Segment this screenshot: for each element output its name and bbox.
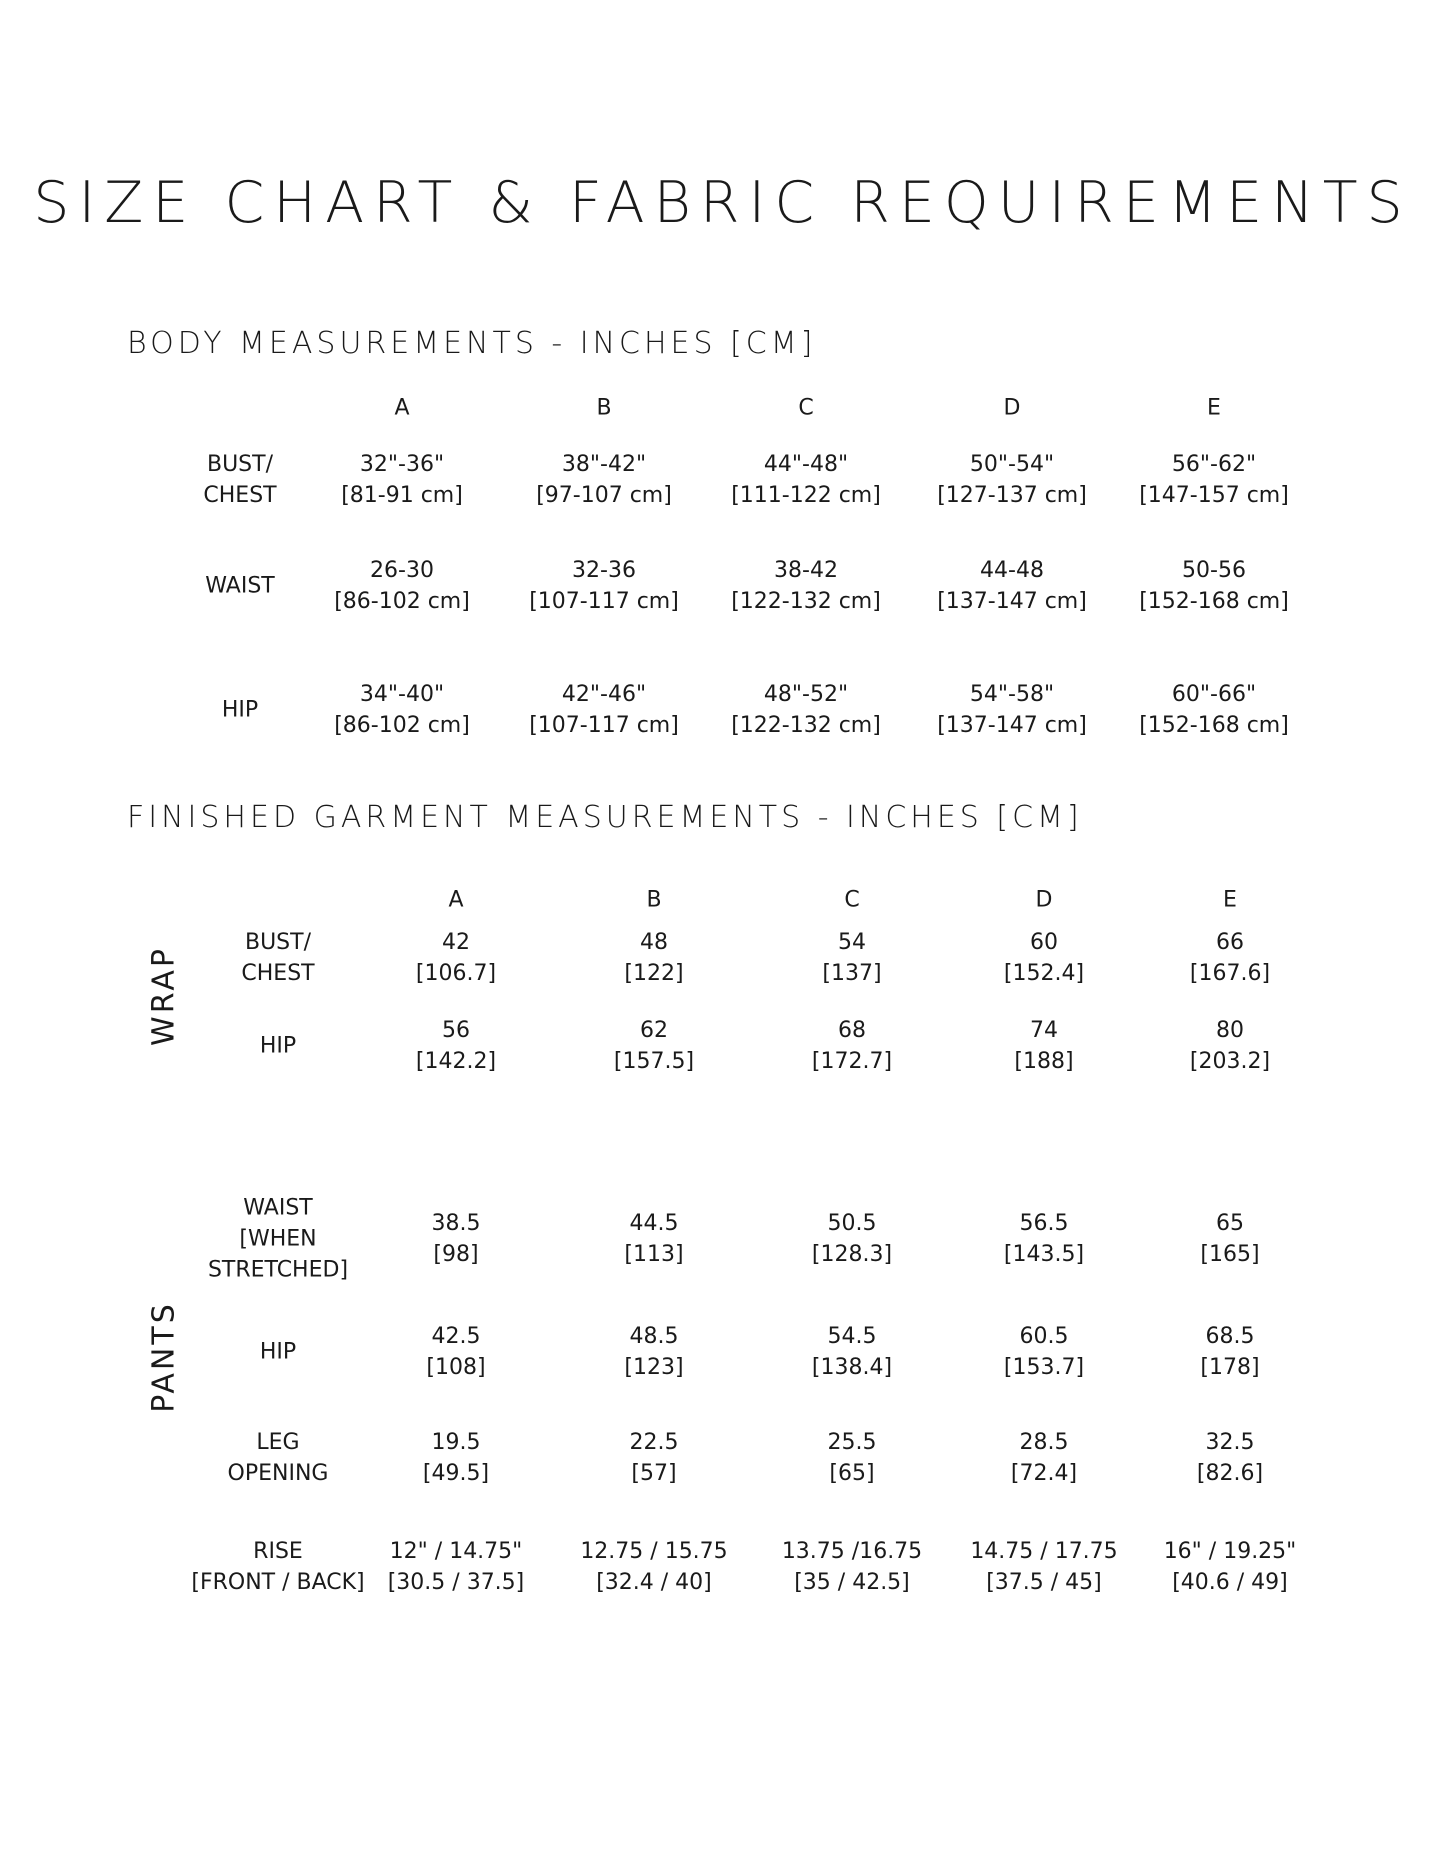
garment-row-label-line: BUST/ — [244, 930, 311, 955]
body-cell-line: [152-168 cm] — [1139, 713, 1289, 738]
garment-cell — [1200, 1208, 1259, 1270]
body-cell-line: 26-30 — [370, 558, 434, 583]
body-cell-line: [147-157 cm] — [1139, 483, 1289, 508]
garment-row-label-line: HIP — [259, 1339, 297, 1365]
garment-cell-line: 42.5 — [431, 1324, 481, 1349]
garment-cell-line: 80 — [1216, 1018, 1244, 1043]
body-cell — [1139, 555, 1289, 617]
body-cell-line: [122-132 cm] — [731, 713, 881, 738]
garment-row-label-line: LEG — [256, 1430, 300, 1455]
garment-cell — [1004, 1321, 1084, 1383]
garment-group-label: PANTS — [146, 1301, 182, 1413]
garment-cell — [1004, 1208, 1084, 1270]
body-cell — [536, 449, 672, 511]
body-cell — [937, 679, 1087, 741]
garment-cell-line: 56 — [442, 1018, 470, 1043]
garment-cell — [426, 1321, 485, 1383]
garment-cell-line: 54 — [837, 930, 866, 955]
body-cell-line: 44-48 — [980, 558, 1044, 583]
garment-cell-line: [165] — [1200, 1242, 1260, 1267]
garment-row-label — [241, 927, 314, 989]
garment-row-label-line: CHEST — [241, 961, 315, 986]
garment-cell-line: [143.5] — [1003, 1242, 1085, 1267]
garment-cell — [812, 1208, 892, 1270]
body-cell-line: [122-132 cm] — [731, 589, 881, 614]
garment-cell-line: 44.5 — [629, 1211, 679, 1236]
garment-cell-line: 28.5 — [1019, 1430, 1069, 1455]
garment-cell — [624, 927, 683, 989]
garment-measurements-heading: FINISHED GARMENT MEASUREMENTS - INCHES [CM] — [127, 800, 1083, 835]
garment-cell-line: 48.5 — [629, 1324, 679, 1349]
garment-cell-line: [188] — [1014, 1049, 1074, 1074]
garment-cell-line: [98] — [433, 1242, 479, 1267]
garment-cell — [624, 1321, 683, 1383]
garment-size-header: B — [646, 887, 662, 913]
garment-cell — [580, 1536, 727, 1598]
garment-row-label — [228, 1427, 329, 1489]
garment-row-label-line: WAIST — [243, 1195, 313, 1221]
garment-cell-line: 12.75 / 15.75 — [580, 1539, 728, 1564]
body-cell-line: 50"-54" — [969, 452, 1055, 477]
garment-row-label — [191, 1536, 364, 1598]
body-cell-line: 42"-46" — [561, 682, 647, 707]
garment-cell — [423, 1427, 489, 1489]
body-cell-line: [127-137 cm] — [937, 483, 1087, 508]
garment-cell-line: [157.5] — [613, 1049, 695, 1074]
garment-cell-line: [153.7] — [1003, 1355, 1085, 1380]
body-cell-line: 44"-48" — [763, 452, 849, 477]
body-cell — [731, 555, 881, 617]
garment-cell-line: [203.2] — [1189, 1049, 1271, 1074]
garment-cell-line: 60.5 — [1019, 1324, 1069, 1349]
garment-cell-line: 13.75 /16.75 — [781, 1539, 923, 1564]
garment-cell-line: 68.5 — [1205, 1324, 1255, 1349]
garment-cell-line: [123] — [624, 1355, 684, 1380]
garment-row-label — [260, 1031, 296, 1062]
garment-row-label-line: RISE — [253, 1539, 303, 1564]
garment-row-label-line: [WHEN — [239, 1226, 317, 1252]
garment-size-header: E — [1223, 887, 1237, 913]
body-cell-line: 48"-52" — [763, 682, 849, 707]
body-measurements-heading: BODY MEASUREMENTS - INCHES [CM] — [127, 326, 817, 361]
garment-cell-line: [152.4] — [1003, 961, 1085, 986]
garment-size-header: A — [448, 887, 464, 913]
garment-cell-line: [138.4] — [811, 1355, 893, 1380]
body-size-header: D — [1003, 395, 1021, 421]
body-cell-line: 32-36 — [572, 558, 636, 583]
body-cell-line: 38-42 — [774, 558, 838, 583]
garment-cell — [1200, 1321, 1259, 1383]
garment-cell-line: 25.5 — [827, 1430, 877, 1455]
garment-cell — [432, 1208, 481, 1270]
garment-cell — [1011, 1427, 1077, 1489]
body-row-label-line: BUST/ — [206, 452, 273, 477]
garment-cell-line: [37.5 / 45] — [986, 1570, 1102, 1595]
garment-size-header: D — [1035, 887, 1053, 913]
body-size-header: A — [394, 395, 410, 421]
body-cell-line: [107-117 cm] — [529, 589, 679, 614]
garment-group-label: WRAP — [146, 946, 182, 1046]
garment-cell-line: [137] — [822, 961, 882, 986]
garment-cell-line: [172.7] — [811, 1049, 893, 1074]
garment-cell — [388, 1536, 525, 1598]
garment-cell — [1014, 1015, 1073, 1077]
body-row-label — [203, 449, 276, 511]
garment-cell — [416, 927, 496, 989]
body-cell — [1139, 679, 1289, 741]
body-cell — [529, 679, 679, 741]
garment-cell-line: 62 — [640, 1018, 668, 1043]
garment-cell-line: 42 — [442, 930, 470, 955]
garment-cell-line: [167.6] — [1189, 961, 1271, 986]
garment-row-label-line: STRETCHED] — [207, 1257, 349, 1283]
garment-cell-line: [128.3] — [811, 1242, 893, 1267]
body-cell — [529, 555, 679, 617]
garment-cell-line: 38.5 — [431, 1211, 481, 1236]
garment-cell-line: 65 — [1215, 1211, 1244, 1236]
garment-cell-line: [57] — [631, 1461, 677, 1486]
garment-cell-line: 50.5 — [827, 1211, 877, 1236]
garment-cell — [970, 1536, 1117, 1598]
garment-cell-line: 14.75 / 17.75 — [970, 1539, 1118, 1564]
body-row-label-line: HIP — [221, 697, 259, 723]
garment-cell-line: 19.5 — [431, 1430, 481, 1455]
garment-cell-line: [35 / 42.5] — [794, 1570, 910, 1595]
body-cell-line: 34"-40" — [359, 682, 445, 707]
garment-cell — [416, 1015, 496, 1077]
garment-cell — [812, 1015, 892, 1077]
body-cell-line: [137-147 cm] — [937, 589, 1087, 614]
body-cell-line: 38"-42" — [561, 452, 647, 477]
garment-cell-line: [49.5] — [422, 1461, 490, 1486]
garment-cell-line: [72.4] — [1010, 1461, 1078, 1486]
body-row-label-line: CHEST — [203, 483, 277, 508]
body-cell-line: 50-56 — [1182, 558, 1246, 583]
garment-cell-line: [65] — [829, 1461, 875, 1486]
body-cell — [937, 555, 1087, 617]
body-cell — [334, 555, 470, 617]
garment-cell-line: [82.6] — [1196, 1461, 1264, 1486]
body-size-header: B — [596, 395, 612, 421]
garment-size-header: C — [844, 887, 860, 913]
garment-cell-line: [106.7] — [415, 961, 497, 986]
body-cell-line: [86-102 cm] — [334, 713, 470, 738]
garment-cell — [630, 1427, 679, 1489]
garment-cell-line: 56.5 — [1019, 1211, 1069, 1236]
garment-cell-line: [30.5 / 37.5] — [387, 1570, 525, 1595]
garment-cell-line: [40.6 / 49] — [1172, 1570, 1288, 1595]
garment-cell — [614, 1015, 694, 1077]
garment-cell — [1190, 927, 1270, 989]
body-size-header: C — [798, 395, 814, 421]
garment-cell-line: 68 — [838, 1018, 866, 1043]
body-cell-line: [152-168 cm] — [1139, 589, 1289, 614]
garment-cell — [828, 1427, 877, 1489]
garment-cell-line: 60 — [1030, 930, 1058, 955]
garment-cell-line: 48 — [639, 930, 668, 955]
garment-row-label-line: [FRONT / BACK] — [191, 1570, 365, 1595]
garment-cell — [822, 927, 881, 989]
body-cell-line: [81-91 cm] — [341, 483, 463, 508]
body-cell — [1139, 449, 1289, 511]
body-cell-line: [97-107 cm] — [536, 483, 672, 508]
body-row-label — [222, 695, 258, 726]
garment-cell-line: 22.5 — [629, 1430, 679, 1455]
garment-row-label — [208, 1193, 348, 1286]
garment-row-label-line: OPENING — [227, 1461, 329, 1486]
garment-cell — [782, 1536, 922, 1598]
body-cell — [334, 679, 470, 741]
body-cell-line: 54"-58" — [969, 682, 1055, 707]
garment-cell-line: [122] — [624, 961, 684, 986]
body-row-label — [205, 571, 275, 602]
body-cell-line: [86-102 cm] — [334, 589, 470, 614]
body-cell-line: [107-117 cm] — [529, 713, 679, 738]
body-cell-line: [111-122 cm] — [731, 483, 881, 508]
garment-cell-line: 16" / 19.25" — [1163, 1539, 1297, 1564]
garment-cell — [624, 1208, 683, 1270]
garment-cell-line: [108] — [426, 1355, 486, 1380]
garment-cell — [1197, 1427, 1263, 1489]
garment-cell — [812, 1321, 892, 1383]
body-size-header: E — [1207, 395, 1221, 421]
garment-cell — [1004, 927, 1084, 989]
body-cell — [731, 679, 881, 741]
page-title: SIZE CHART & FABRIC REQUIREMENTS — [33, 170, 1412, 236]
body-cell — [731, 449, 881, 511]
garment-cell-line: 54.5 — [827, 1324, 877, 1349]
body-cell-line: 56"-62" — [1171, 452, 1257, 477]
garment-cell-line: 66 — [1216, 930, 1244, 955]
garment-cell-line: 74 — [1029, 1018, 1058, 1043]
body-cell-line: [137-147 cm] — [937, 713, 1087, 738]
body-cell — [937, 449, 1087, 511]
garment-cell — [1164, 1536, 1297, 1598]
garment-cell-line: 32.5 — [1205, 1430, 1255, 1455]
body-cell-line: 32"-36" — [359, 452, 445, 477]
body-row-label-line: WAIST — [205, 573, 275, 599]
garment-row-label-line: HIP — [259, 1033, 297, 1059]
garment-cell-line: 12" / 14.75" — [389, 1539, 523, 1564]
garment-cell — [1190, 1015, 1270, 1077]
body-cell — [341, 449, 463, 511]
body-cell-line: 60"-66" — [1171, 682, 1257, 707]
garment-cell-line: [178] — [1200, 1355, 1260, 1380]
garment-cell-line: [113] — [624, 1242, 684, 1267]
garment-cell-line: [32.4 / 40] — [596, 1570, 712, 1595]
garment-cell-line: [142.2] — [415, 1049, 497, 1074]
garment-row-label — [260, 1337, 296, 1368]
